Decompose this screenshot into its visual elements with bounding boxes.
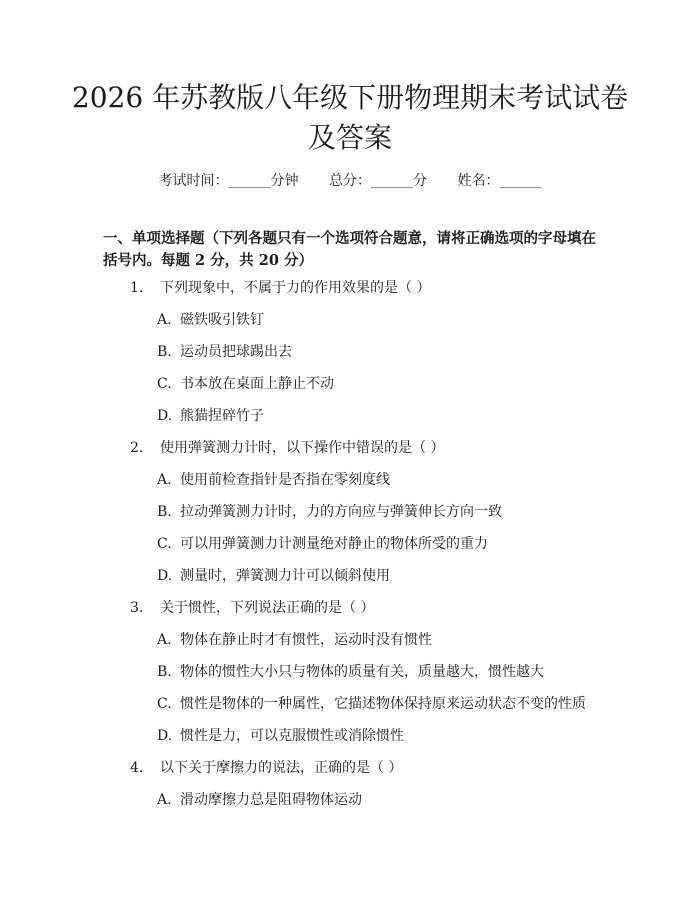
question-number: 2.: [130, 440, 144, 456]
question-number: 3.: [130, 600, 144, 616]
option-letter: C.: [157, 696, 172, 712]
answer-option: [0, 502, 700, 534]
option-letter: A.: [157, 472, 172, 488]
question-number: 4.: [130, 760, 144, 776]
question-list: [0, 278, 700, 822]
option-letter: B.: [157, 664, 172, 680]
question-text: 下列现象中，不属于力的作用效果的是（ ）: [160, 280, 431, 296]
question-item: [0, 438, 700, 470]
option-text: 测量时，弹簧测力计可以倾斜使用: [180, 568, 390, 584]
answer-option: [0, 406, 700, 438]
answer-option: [0, 310, 700, 342]
option-letter: A.: [157, 632, 172, 648]
question-item: [0, 278, 700, 310]
question-number: 1.: [130, 280, 144, 296]
answer-option: [0, 534, 700, 566]
answer-option: [0, 790, 700, 822]
question-text: 以下关于摩擦力的说法，正确的是（ ）: [160, 760, 403, 776]
option-letter: A.: [157, 312, 172, 328]
option-text: 物体在静止时才有惯性，运动时没有惯性: [180, 632, 432, 648]
answer-option: [0, 694, 700, 726]
option-letter: C.: [157, 536, 172, 552]
question-item: [0, 758, 700, 790]
answer-option: [0, 630, 700, 662]
answer-option: [0, 726, 700, 758]
page-title: 2026 年苏教版八年级下册物理期末考试试卷及答案: [71, 81, 629, 154]
answer-option: [0, 374, 700, 406]
question-item: [0, 598, 700, 630]
option-text: 运动员把球踢出去: [180, 344, 292, 360]
answer-option: [0, 662, 700, 694]
option-text: 磁铁吸引铁钉: [180, 312, 264, 328]
option-text: 惯性是力，可以克服惯性或消除惯性: [180, 728, 404, 744]
option-letter: B.: [157, 504, 172, 520]
option-text: 拉动弹簧测力计时，力的方向应与弹簧伸长方向一致: [180, 504, 502, 520]
option-text: 可以用弹簧测力计测量绝对静止的物体所受的重力: [180, 536, 488, 552]
option-text: 物体的惯性大小只与物体的质量有关，质量越大，惯性越大: [180, 664, 544, 680]
option-text: 滑动摩擦力总是阻碍物体运动: [180, 792, 362, 808]
section-heading: 一、单项选择题（下列各题只有一个选项符合题意，请将正确选项的字母填在括号内。每题 2 分，共 20 分）: [103, 230, 596, 269]
option-text: 熊猫捏碎竹子: [180, 408, 264, 424]
answer-option: [0, 342, 700, 374]
question-text: 关于惯性，下列说法正确的是（ ）: [160, 600, 375, 616]
student-name-field: 姓名：______: [457, 173, 542, 189]
answer-option: [0, 566, 700, 598]
option-letter: D.: [157, 408, 173, 424]
answer-option: [0, 470, 700, 502]
option-letter: D.: [157, 568, 173, 584]
option-text: 使用前检查指针是否指在零刻度线: [180, 472, 390, 488]
option-letter: D.: [157, 728, 173, 744]
total-score-field: 总分：______分: [329, 173, 427, 189]
option-text: 惯性是物体的一种属性，它描述物体保持原来运动状态不变的性质: [180, 696, 586, 712]
option-letter: B.: [157, 344, 172, 360]
question-text: 使用弹簧测力计时，以下操作中错误的是（ ）: [160, 440, 445, 456]
option-text: 书本放在桌面上静止不动: [180, 376, 334, 392]
exam-time-field: 考试时间：______分钟: [158, 173, 299, 189]
option-letter: A.: [157, 792, 172, 808]
exam-meta: [0, 170, 700, 190]
option-letter: C.: [157, 376, 172, 392]
